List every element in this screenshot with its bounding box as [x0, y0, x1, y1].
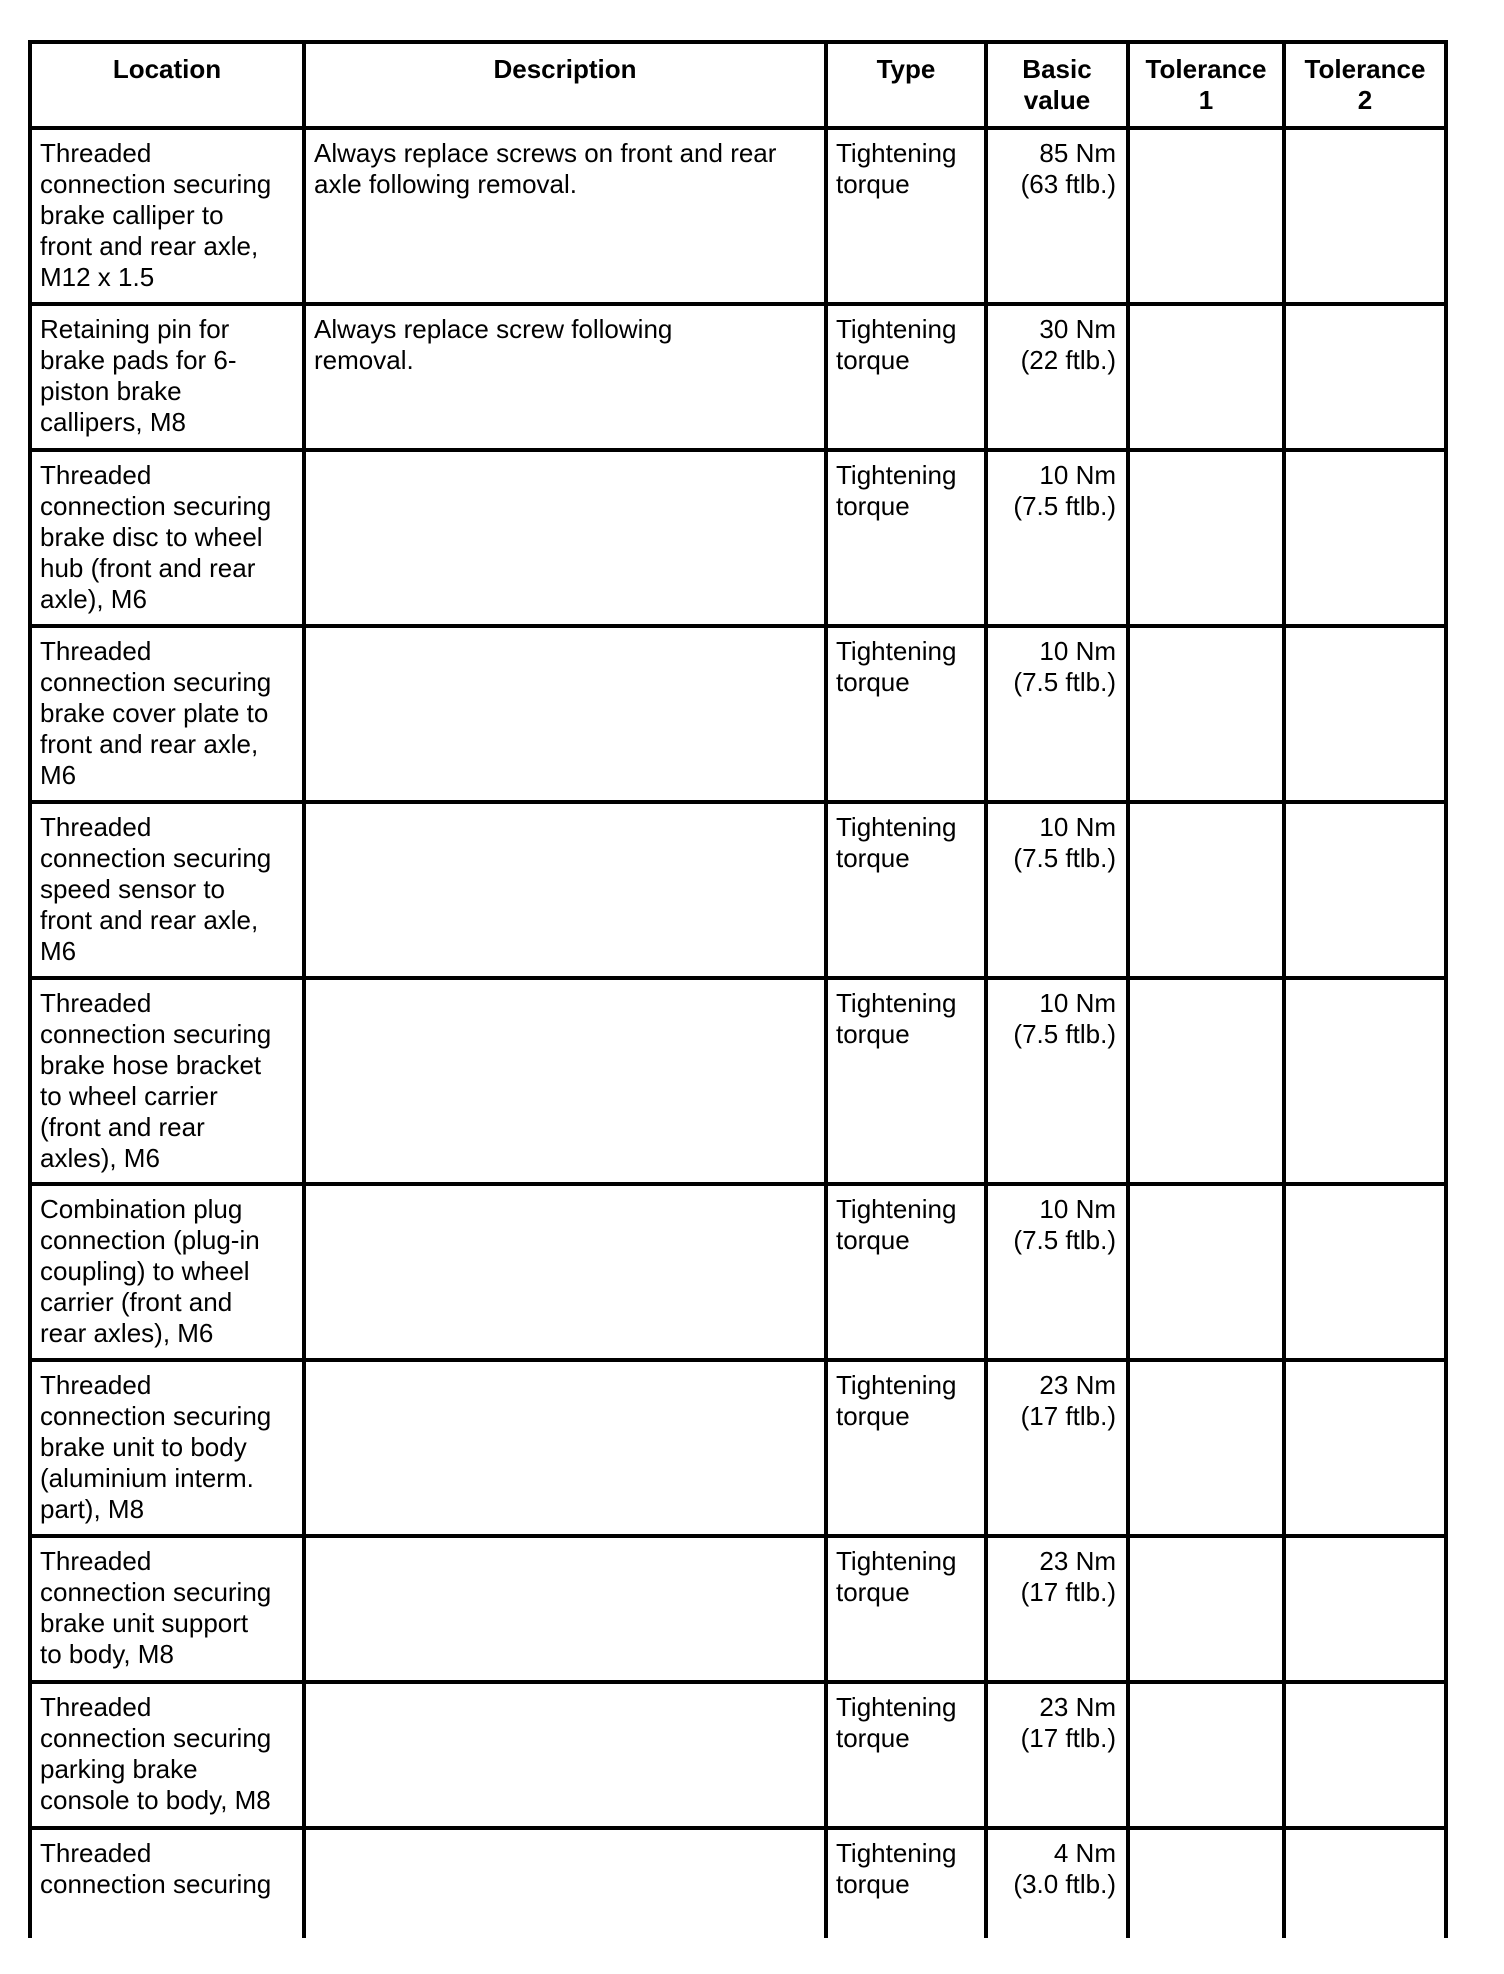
- header-basic-value-line2: value: [1023, 85, 1091, 115]
- location-cell-line: axles), M6: [40, 1143, 160, 1173]
- type-cell-line: torque: [836, 667, 910, 697]
- basic-value-cell: [986, 450, 1128, 626]
- tolerance-2-cell: [1284, 304, 1446, 450]
- basic-value-cell: [986, 978, 1128, 1184]
- table-body: [30, 128, 1446, 1938]
- basic-value-cell: [986, 802, 1128, 978]
- table-row: [30, 978, 1446, 1184]
- basic-value-cell: [986, 304, 1128, 450]
- location-cell: [30, 1360, 304, 1536]
- header-location: [30, 42, 304, 128]
- basic-value-cell-line: (7.5 ftlb.): [1013, 843, 1116, 873]
- location-cell-line: piston brake: [40, 376, 182, 406]
- location-cell-line: Threaded: [40, 988, 152, 1018]
- location-cell: [30, 802, 304, 978]
- location-cell-line: Threaded: [40, 636, 152, 666]
- table-row: [30, 802, 1446, 978]
- type-cell-line: Tightening: [836, 812, 957, 842]
- location-cell-line: M6: [40, 760, 77, 790]
- location-cell-line: Combination plug: [40, 1194, 243, 1224]
- location-cell-line: brake hose bracket: [40, 1050, 262, 1080]
- location-cell-line: brake unit support: [40, 1608, 249, 1638]
- type-cell-line: torque: [836, 843, 910, 873]
- location-cell-line: brake unit to body: [40, 1432, 247, 1462]
- description-cell: [304, 128, 826, 304]
- table-row: [30, 304, 1446, 450]
- location-cell-line: Threaded: [40, 1370, 152, 1400]
- type-cell-line: torque: [836, 345, 910, 375]
- location-cell: [30, 626, 304, 802]
- description-cell: [304, 802, 826, 978]
- type-cell-line: torque: [836, 1225, 910, 1255]
- location-cell-line: Threaded: [40, 1692, 152, 1722]
- type-cell-line: Tightening: [836, 1194, 957, 1224]
- basic-value-cell: [986, 626, 1128, 802]
- description-cell: [304, 304, 826, 450]
- location-cell-line: connection securing: [40, 1019, 272, 1049]
- location-cell-line: brake calliper to: [40, 200, 224, 230]
- location-cell-line: callipers, M8: [40, 407, 186, 437]
- location-cell-line: connection (plug-in: [40, 1225, 260, 1255]
- type-cell-line: Tightening: [836, 1546, 957, 1576]
- type-cell: [826, 304, 986, 450]
- header-type-label: Type: [876, 54, 936, 84]
- location-cell: [30, 128, 304, 304]
- type-cell-line: Tightening: [836, 314, 957, 344]
- basic-value-cell-line: (17 ftlb.): [1020, 1401, 1116, 1431]
- location-cell-line: M12 x 1.5: [40, 262, 155, 292]
- basic-value-cell-line: (63 ftlb.): [1020, 169, 1116, 199]
- table-row: [30, 1536, 1446, 1682]
- basic-value-cell: [986, 1682, 1128, 1828]
- type-cell-line: torque: [836, 169, 910, 199]
- location-cell: [30, 978, 304, 1184]
- basic-value-cell: [986, 1828, 1128, 1938]
- location-cell-line: M6: [40, 936, 77, 966]
- location-cell: [30, 304, 304, 450]
- location-cell-line: Threaded: [40, 460, 152, 490]
- location-cell-line: front and rear axle,: [40, 231, 259, 261]
- tolerance-2-cell: [1284, 626, 1446, 802]
- tolerance-2-cell: [1284, 1360, 1446, 1536]
- location-cell: [30, 450, 304, 626]
- location-cell-line: brake disc to wheel: [40, 522, 263, 552]
- header-basic-value-line1: Basic: [1022, 54, 1092, 84]
- basic-value-cell-line: 10 Nm: [1039, 1194, 1116, 1224]
- type-cell: [826, 1184, 986, 1360]
- tolerance-1-cell: [1128, 1828, 1284, 1938]
- location-cell-line: (front and rear: [40, 1112, 205, 1142]
- table-row: [30, 128, 1446, 304]
- basic-value-cell-line: (7.5 ftlb.): [1013, 491, 1116, 521]
- table-row: [30, 1184, 1446, 1360]
- description-cell: [304, 626, 826, 802]
- tolerance-1-cell: [1128, 1360, 1284, 1536]
- location-cell-line: brake cover plate to: [40, 698, 269, 728]
- tolerance-2-cell: [1284, 802, 1446, 978]
- location-cell-line: connection securing: [40, 169, 272, 199]
- type-cell: [826, 978, 986, 1184]
- header-basic-value: [986, 42, 1128, 128]
- basic-value-cell-line: 85 Nm: [1039, 138, 1116, 168]
- description-cell: [304, 450, 826, 626]
- basic-value-cell-line: 10 Nm: [1039, 812, 1116, 842]
- description-cell: [304, 1828, 826, 1938]
- location-cell-line: console to body, M8: [40, 1785, 271, 1815]
- location-cell-line: connection securing: [40, 1869, 272, 1899]
- basic-value-cell: [986, 1184, 1128, 1360]
- tolerance-1-cell: [1128, 1184, 1284, 1360]
- basic-value-cell-line: 10 Nm: [1039, 636, 1116, 666]
- type-cell-line: torque: [836, 1019, 910, 1049]
- table-row: [30, 450, 1446, 626]
- type-cell-line: torque: [836, 1577, 910, 1607]
- basic-value-cell-line: (17 ftlb.): [1020, 1723, 1116, 1753]
- location-cell: [30, 1184, 304, 1360]
- tolerance-1-cell: [1128, 1682, 1284, 1828]
- type-cell-line: Tightening: [836, 460, 957, 490]
- location-cell-line: to wheel carrier: [40, 1081, 218, 1111]
- description-cell: [304, 1536, 826, 1682]
- header-description-label: Description: [493, 54, 637, 84]
- tolerance-1-cell: [1128, 128, 1284, 304]
- location-cell-line: Retaining pin for: [40, 314, 230, 344]
- location-cell-line: rear axles), M6: [40, 1318, 214, 1348]
- tolerance-2-cell: [1284, 1184, 1446, 1360]
- torque-specification-table: [28, 40, 1448, 1938]
- location-cell-line: connection securing: [40, 491, 272, 521]
- type-cell-line: torque: [836, 1401, 910, 1431]
- description-cell-line: Always replace screw following: [314, 314, 673, 344]
- type-cell: [826, 1360, 986, 1536]
- tolerance-1-cell: [1128, 304, 1284, 450]
- basic-value-cell-line: 23 Nm: [1039, 1370, 1116, 1400]
- type-cell: [826, 450, 986, 626]
- location-cell: [30, 1682, 304, 1828]
- tolerance-1-cell: [1128, 1536, 1284, 1682]
- type-cell: [826, 1682, 986, 1828]
- description-cell-line: axle following removal.: [314, 169, 578, 199]
- tolerance-1-cell: [1128, 802, 1284, 978]
- description-cell-line: removal.: [314, 345, 414, 375]
- location-cell-line: connection securing: [40, 843, 272, 873]
- type-cell-line: torque: [836, 1723, 910, 1753]
- location-cell-line: to body, M8: [40, 1639, 174, 1669]
- basic-value-cell-line: (7.5 ftlb.): [1013, 1225, 1116, 1255]
- tolerance-2-cell: [1284, 1536, 1446, 1682]
- basic-value-cell: [986, 128, 1128, 304]
- header-description: [304, 42, 826, 128]
- basic-value-cell-line: (7.5 ftlb.): [1013, 1019, 1116, 1049]
- location-cell-line: connection securing: [40, 667, 272, 697]
- tolerance-2-cell: [1284, 450, 1446, 626]
- header-row: [30, 42, 1446, 128]
- type-cell-line: torque: [836, 1869, 910, 1899]
- type-cell-line: Tightening: [836, 1838, 957, 1868]
- header-tolerance-2: [1284, 42, 1446, 128]
- basic-value-cell-line: 23 Nm: [1039, 1546, 1116, 1576]
- header-tolerance-1-line1: Tolerance: [1145, 54, 1267, 84]
- basic-value-cell: [986, 1360, 1128, 1536]
- description-cell: [304, 978, 826, 1184]
- basic-value-cell-line: 23 Nm: [1039, 1692, 1116, 1722]
- location-cell-line: part), M8: [40, 1494, 145, 1524]
- location-cell-line: front and rear axle,: [40, 729, 259, 759]
- location-cell-line: parking brake: [40, 1754, 198, 1784]
- description-cell: [304, 1184, 826, 1360]
- basic-value-cell: [986, 1536, 1128, 1682]
- location-cell-line: brake pads for 6-: [40, 345, 237, 375]
- type-cell-line: Tightening: [836, 138, 957, 168]
- tolerance-1-cell: [1128, 450, 1284, 626]
- location-cell: [30, 1536, 304, 1682]
- header-tolerance-1-line2: 1: [1198, 85, 1214, 115]
- location-cell: [30, 1828, 304, 1938]
- type-cell: [826, 1828, 986, 1938]
- type-cell: [826, 1536, 986, 1682]
- tolerance-2-cell: [1284, 1828, 1446, 1938]
- location-cell-line: Threaded: [40, 812, 152, 842]
- location-cell-line: Threaded: [40, 138, 152, 168]
- type-cell: [826, 802, 986, 978]
- description-cell: [304, 1360, 826, 1536]
- header-type: [826, 42, 986, 128]
- type-cell: [826, 128, 986, 304]
- tolerance-2-cell: [1284, 1682, 1446, 1828]
- description-cell-line: Always replace screws on front and rear: [314, 138, 777, 168]
- location-cell-line: connection securing: [40, 1723, 272, 1753]
- header-tolerance-1: [1128, 42, 1284, 128]
- location-cell-line: axle), M6: [40, 584, 147, 614]
- basic-value-cell-line: 4 Nm: [1053, 1838, 1116, 1868]
- location-cell-line: Threaded: [40, 1838, 152, 1868]
- location-cell-line: hub (front and rear: [40, 553, 256, 583]
- basic-value-cell-line: 10 Nm: [1039, 460, 1116, 490]
- basic-value-cell-line: (22 ftlb.): [1020, 345, 1116, 375]
- location-cell-line: connection securing: [40, 1577, 272, 1607]
- table-row: [30, 1360, 1446, 1536]
- table-row: [30, 626, 1446, 802]
- type-cell-line: Tightening: [836, 1370, 957, 1400]
- type-cell: [826, 626, 986, 802]
- basic-value-cell-line: (17 ftlb.): [1020, 1577, 1116, 1607]
- location-cell-line: connection securing: [40, 1401, 272, 1431]
- location-cell-line: (aluminium interm.: [40, 1463, 254, 1493]
- table-row: [30, 1682, 1446, 1828]
- basic-value-cell-line: (3.0 ftlb.): [1013, 1869, 1116, 1899]
- basic-value-cell-line: 30 Nm: [1039, 314, 1116, 344]
- header-tolerance-2-line2: 2: [1357, 85, 1373, 115]
- basic-value-cell-line: (7.5 ftlb.): [1013, 667, 1116, 697]
- table-row: [30, 1828, 1446, 1938]
- header-location-label: Location: [112, 54, 222, 84]
- description-cell: [304, 1682, 826, 1828]
- type-cell-line: Tightening: [836, 636, 957, 666]
- type-cell-line: torque: [836, 491, 910, 521]
- tolerance-2-cell: [1284, 978, 1446, 1184]
- header-tolerance-2-line1: Tolerance: [1304, 54, 1426, 84]
- location-cell-line: Threaded: [40, 1546, 152, 1576]
- type-cell-line: Tightening: [836, 1692, 957, 1722]
- location-cell-line: carrier (front and: [40, 1287, 233, 1317]
- type-cell-line: Tightening: [836, 988, 957, 1018]
- tolerance-1-cell: [1128, 626, 1284, 802]
- tolerance-2-cell: [1284, 128, 1446, 304]
- location-cell-line: coupling) to wheel: [40, 1256, 250, 1286]
- basic-value-cell-line: 10 Nm: [1039, 988, 1116, 1018]
- location-cell-line: front and rear axle,: [40, 905, 259, 935]
- location-cell-line: speed sensor to: [40, 874, 226, 904]
- tolerance-1-cell: [1128, 978, 1284, 1184]
